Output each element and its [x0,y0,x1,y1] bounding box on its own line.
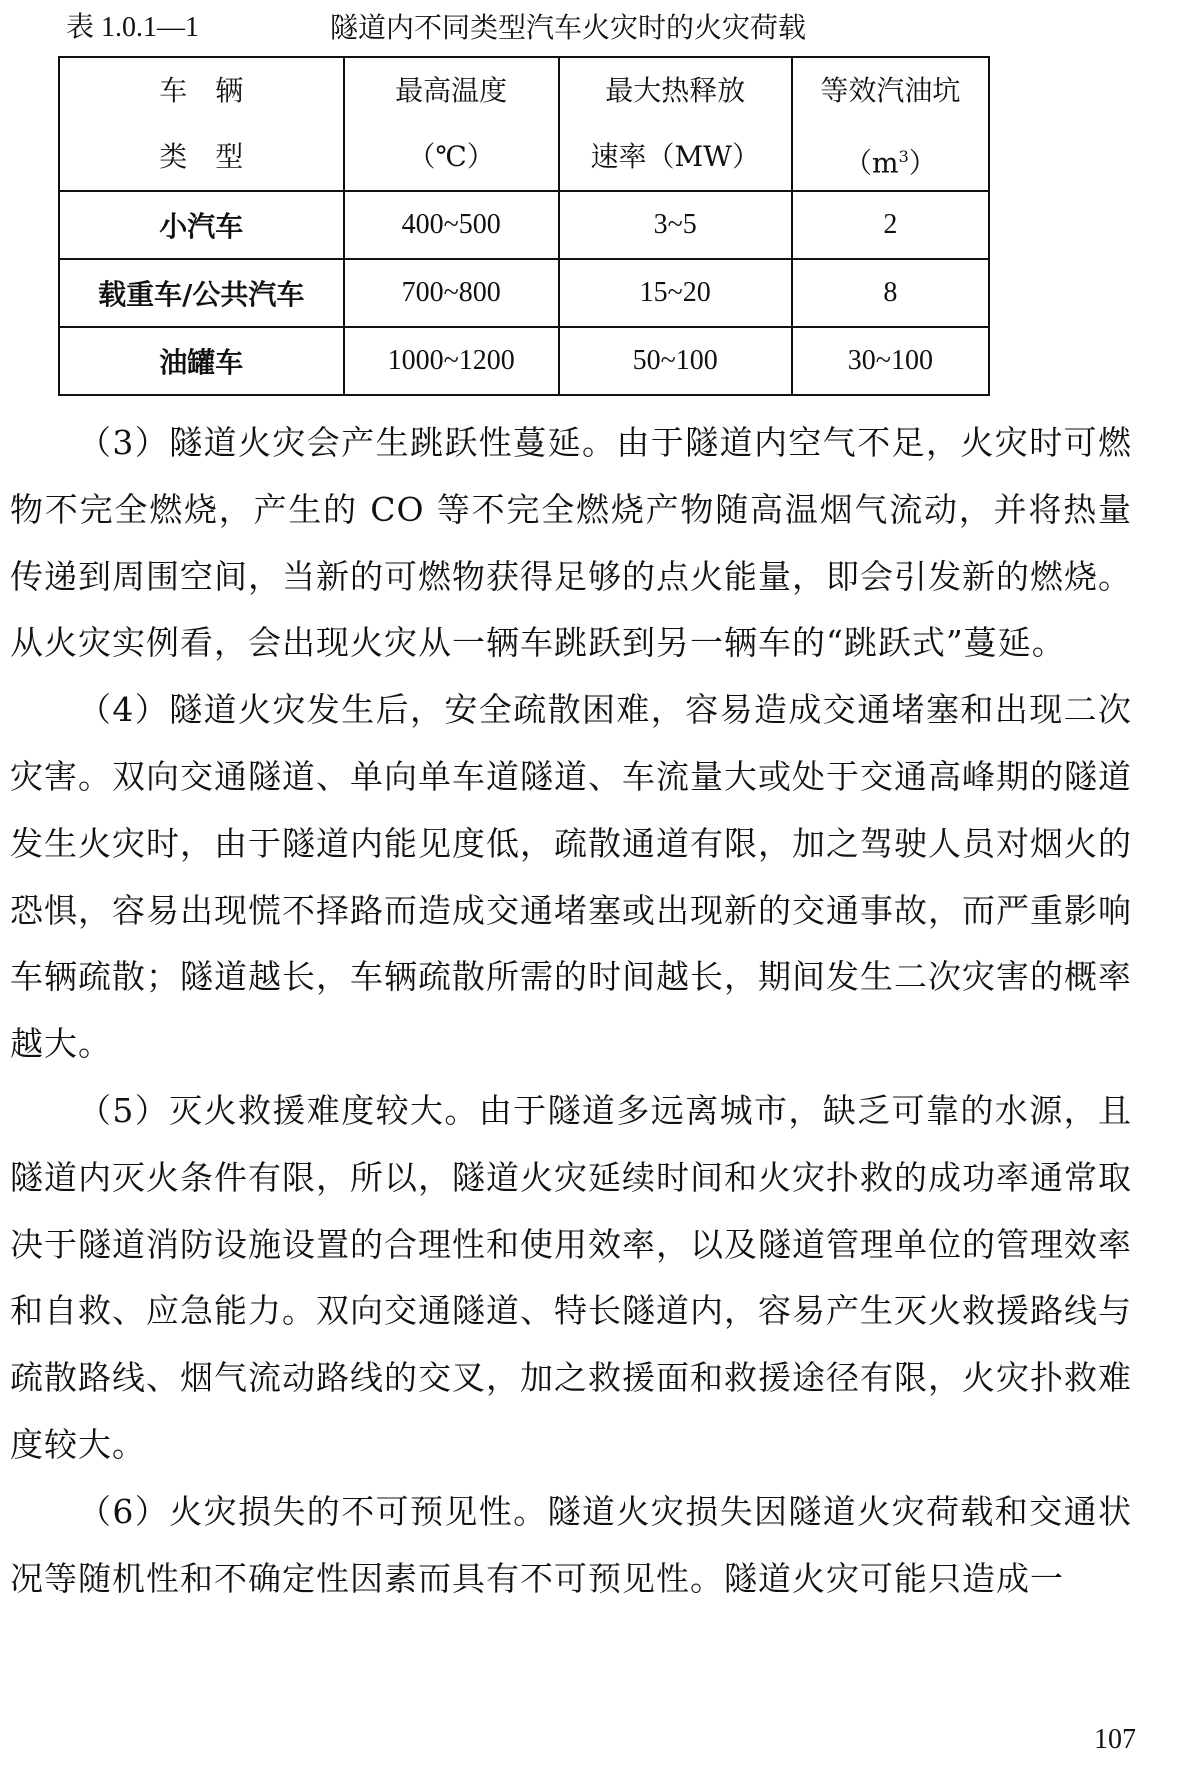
table-row [59,191,989,259]
body-text [10,410,1132,1612]
vehicle-type-cell: 载重车/公共汽车 [59,259,344,327]
temperature-cell: 700~800 [344,259,559,327]
table-caption [0,8,1200,48]
pool-cell: 30~100 [792,327,989,395]
header-vehicle-type: 车 辆 类 型 [59,57,344,191]
pool-cell: 2 [792,191,989,259]
table-number: 表 1.0.1—1 [66,12,200,43]
pool-cell: 8 [792,259,989,327]
header-max-temperature: 最高温度 （℃） [344,57,559,191]
heat-release-cell: 50~100 [559,327,792,395]
temperature-cell: 400~500 [344,191,559,259]
vehicle-type-cell: 小汽车 [59,191,344,259]
paragraph-5: （5）灭火救援难度较大。由于隧道多远离城市，缺乏可靠的水源，且隧道内灭火条件有限，所以，隧道火灾延续时间和火灾扑救的成功率通常取决于隧道消防设施设置的合理性和使用效率，以及隧道管理单位的管理效率和自救、应急能力。双向交通隧道、特长隧道内，容易产生灭火救援路线与疏散路线、烟气流动路线的交叉，加之救援面和救援途径有限，火灾扑救难度较大。 [10,1090,1132,1464]
table-header-row [59,57,989,191]
temperature-cell: 1000~1200 [344,327,559,395]
header-max-heat-release: 最大热释放 速率（MW） [559,57,792,191]
heat-release-cell: 15~20 [559,259,792,327]
table-title: 隧道内不同类型汽车火灾时的火灾荷载 [330,11,807,44]
page-number: 107 [1094,1724,1136,1755]
paragraph-6: （6）火灾损失的不可预见性。隧道火灾损失因隧道火灾荷载和交通状况等随机性和不确定性因素而具有不可预见性。隧道火灾可能只造成一 [10,1491,1132,1598]
paragraph-4: （4）隧道火灾发生后，安全疏散困难，容易造成交通堵塞和出现二次灾害。双向交通隧道、单向单车道隧道、车流量大或处于交通高峰期的隧道发生火灾时，由于隧道内能见度低，疏散通道有限，加之驾驶人员对烟火的恐惧，容易出现慌不择路而造成交通堵塞或出现新的交通事故，而严重影响车辆疏散；隧道越长，车辆疏散所需的时间越长，期间发生二次灾害的概率越大。 [10,690,1132,1064]
vehicle-type-cell: 油罐车 [59,327,344,395]
paragraph-3: （3）隧道火灾会产生跳跃性蔓延。由于隧道内空气不足，火灾时可燃物不完全燃烧，产生的 CO 等不完全燃烧产物随高温烟气流动，并将热量传递到周围空间，当新的可燃物获得足够的点火能量，即会引发新的燃烧。从火灾实例看，会出现火灾从一辆车跳跃到另一辆车的“跳跃式”蔓延。 [10,423,1132,663]
fire-load-table [58,56,990,396]
table-row [59,259,989,327]
heat-release-cell: 3~5 [559,191,792,259]
header-equivalent-pool: 等效汽油坑 $(m^3)$ [792,57,989,191]
table-row [59,327,989,395]
